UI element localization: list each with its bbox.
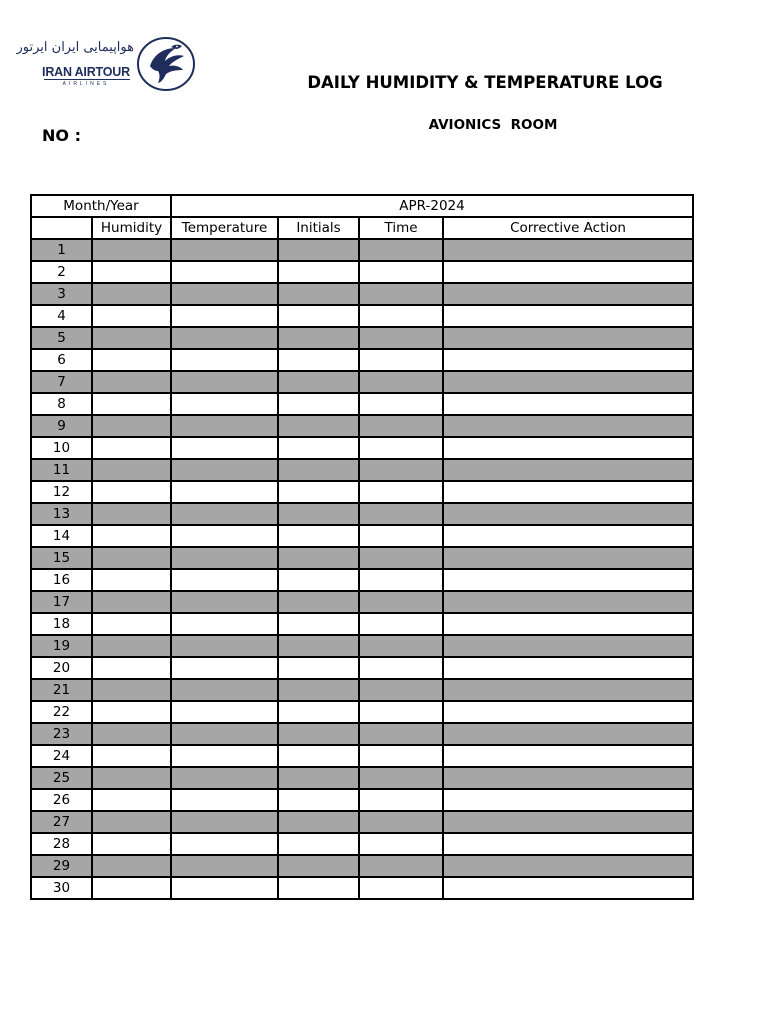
humidity-cell[interactable] — [92, 569, 171, 591]
day-number: 13 — [31, 503, 92, 525]
table-row — [31, 415, 693, 437]
day-number: 16 — [31, 569, 92, 591]
number-field-label: NO : — [42, 126, 81, 145]
corrective-action-cell[interactable] — [443, 833, 693, 855]
time-cell[interactable] — [359, 591, 443, 613]
humidity-cell[interactable] — [92, 657, 171, 679]
day-number: 29 — [31, 855, 92, 877]
time-cell[interactable] — [359, 789, 443, 811]
day-number: 4 — [31, 305, 92, 327]
temperature-cell[interactable] — [171, 591, 278, 613]
corrective-action-cell[interactable] — [443, 349, 693, 371]
humidity-cell[interactable] — [92, 327, 171, 349]
humidity-cell[interactable] — [92, 239, 171, 261]
corrective-action-cell[interactable] — [443, 789, 693, 811]
time-cell[interactable] — [359, 833, 443, 855]
time-cell[interactable] — [359, 349, 443, 371]
humidity-cell[interactable] — [92, 525, 171, 547]
table-row — [31, 283, 693, 305]
time-cell[interactable] — [359, 283, 443, 305]
humidity-cell[interactable] — [92, 723, 171, 745]
corrective-action-cell[interactable] — [443, 701, 693, 723]
initials-cell[interactable] — [278, 745, 359, 767]
initials-cell[interactable] — [278, 723, 359, 745]
table-row — [31, 855, 693, 877]
temperature-cell[interactable] — [171, 525, 278, 547]
temperature-cell[interactable] — [171, 393, 278, 415]
corrective-action-cell[interactable] — [443, 855, 693, 877]
table-row — [31, 811, 693, 833]
temperature-cell[interactable] — [171, 877, 278, 899]
logo-persian-name: هواپیمایی ایران ایرتور — [16, 40, 134, 55]
column-header-temperature: Temperature — [171, 217, 278, 239]
temperature-cell[interactable] — [171, 459, 278, 481]
humidity-cell[interactable] — [92, 547, 171, 569]
corrective-action-cell[interactable] — [443, 591, 693, 613]
time-cell[interactable] — [359, 723, 443, 745]
table-row — [31, 239, 693, 261]
humidity-cell[interactable] — [92, 811, 171, 833]
table-row — [31, 547, 693, 569]
corrective-action-cell[interactable] — [443, 613, 693, 635]
initials-cell[interactable] — [278, 855, 359, 877]
time-cell[interactable] — [359, 767, 443, 789]
temperature-cell[interactable] — [171, 855, 278, 877]
table-row — [31, 305, 693, 327]
day-number: 24 — [31, 745, 92, 767]
corrective-action-cell[interactable] — [443, 767, 693, 789]
column-header-initials: Initials — [278, 217, 359, 239]
time-cell[interactable] — [359, 745, 443, 767]
table-row — [31, 569, 693, 591]
time-cell[interactable] — [359, 657, 443, 679]
corrective-action-cell[interactable] — [443, 261, 693, 283]
humidity-cell[interactable] — [92, 701, 171, 723]
table-row — [31, 613, 693, 635]
table-row — [31, 767, 693, 789]
initials-cell[interactable] — [278, 459, 359, 481]
day-number: 8 — [31, 393, 92, 415]
table-row — [31, 503, 693, 525]
corrective-action-cell[interactable] — [443, 283, 693, 305]
logo-english-name: IRAN AIRTOUR — [42, 65, 130, 79]
humidity-cell[interactable] — [92, 877, 171, 899]
temperature-cell[interactable] — [171, 701, 278, 723]
month-year-label: Month/Year — [31, 195, 171, 217]
table-row — [31, 371, 693, 393]
time-cell[interactable] — [359, 701, 443, 723]
temperature-cell[interactable] — [171, 305, 278, 327]
humidity-cell[interactable] — [92, 745, 171, 767]
initials-cell[interactable] — [278, 657, 359, 679]
day-number: 25 — [31, 767, 92, 789]
humidity-cell[interactable] — [92, 613, 171, 635]
time-cell[interactable] — [359, 503, 443, 525]
table-row — [31, 591, 693, 613]
humidity-cell[interactable] — [92, 789, 171, 811]
corrective-action-cell[interactable] — [443, 481, 693, 503]
humidity-cell[interactable] — [92, 305, 171, 327]
time-cell[interactable] — [359, 811, 443, 833]
corrective-action-cell[interactable] — [443, 811, 693, 833]
humidity-cell[interactable] — [92, 459, 171, 481]
column-header-day — [31, 217, 92, 239]
temperature-cell[interactable] — [171, 657, 278, 679]
humidity-cell[interactable] — [92, 349, 171, 371]
day-number: 23 — [31, 723, 92, 745]
day-number: 30 — [31, 877, 92, 899]
initials-cell[interactable] — [278, 481, 359, 503]
temperature-cell[interactable] — [171, 833, 278, 855]
log-table — [30, 194, 694, 900]
time-cell[interactable] — [359, 327, 443, 349]
humidity-cell[interactable] — [92, 415, 171, 437]
corrective-action-cell[interactable] — [443, 305, 693, 327]
day-number: 20 — [31, 657, 92, 679]
day-number: 28 — [31, 833, 92, 855]
table-row — [31, 393, 693, 415]
corrective-action-cell[interactable] — [443, 459, 693, 481]
day-number: 12 — [31, 481, 92, 503]
initials-cell[interactable] — [278, 371, 359, 393]
humidity-cell[interactable] — [92, 855, 171, 877]
temperature-cell[interactable] — [171, 745, 278, 767]
initials-cell[interactable] — [278, 327, 359, 349]
table-row — [31, 789, 693, 811]
time-cell[interactable] — [359, 371, 443, 393]
day-number: 19 — [31, 635, 92, 657]
corrective-action-cell[interactable] — [443, 679, 693, 701]
corrective-action-cell[interactable] — [443, 877, 693, 899]
initials-cell[interactable] — [278, 437, 359, 459]
humidity-cell[interactable] — [92, 591, 171, 613]
logo-tagline: AIRLINES — [62, 81, 110, 87]
initials-cell[interactable] — [278, 591, 359, 613]
day-number: 9 — [31, 415, 92, 437]
time-cell[interactable] — [359, 679, 443, 701]
humidity-cell[interactable] — [92, 437, 171, 459]
time-cell[interactable] — [359, 525, 443, 547]
temperature-cell[interactable] — [171, 811, 278, 833]
initials-cell[interactable] — [278, 701, 359, 723]
corrective-action-cell[interactable] — [443, 525, 693, 547]
humidity-cell[interactable] — [92, 393, 171, 415]
time-cell[interactable] — [359, 261, 443, 283]
humidity-cell[interactable] — [92, 283, 171, 305]
table-row — [31, 723, 693, 745]
initials-cell[interactable] — [278, 525, 359, 547]
day-number: 15 — [31, 547, 92, 569]
day-number: 10 — [31, 437, 92, 459]
day-number: 1 — [31, 239, 92, 261]
temperature-cell[interactable] — [171, 239, 278, 261]
table-row — [31, 437, 693, 459]
initials-cell[interactable] — [278, 503, 359, 525]
initials-cell[interactable] — [278, 261, 359, 283]
corrective-action-cell[interactable] — [443, 723, 693, 745]
initials-cell[interactable] — [278, 613, 359, 635]
day-number: 17 — [31, 591, 92, 613]
time-cell[interactable] — [359, 305, 443, 327]
initials-cell[interactable] — [278, 569, 359, 591]
temperature-cell[interactable] — [171, 327, 278, 349]
temperature-cell[interactable] — [171, 767, 278, 789]
temperature-cell[interactable] — [171, 613, 278, 635]
initials-cell[interactable] — [278, 547, 359, 569]
table-row — [31, 701, 693, 723]
temperature-cell[interactable] — [171, 679, 278, 701]
initials-cell[interactable] — [278, 833, 359, 855]
table-row — [31, 657, 693, 679]
temperature-cell[interactable] — [171, 569, 278, 591]
corrective-action-cell[interactable] — [443, 745, 693, 767]
document-title: DAILY HUMIDITY & TEMPERATURE LOG — [307, 73, 663, 92]
day-number: 3 — [31, 283, 92, 305]
day-number: 22 — [31, 701, 92, 723]
temperature-cell[interactable] — [171, 503, 278, 525]
temperature-cell[interactable] — [171, 723, 278, 745]
initials-cell[interactable] — [278, 349, 359, 371]
initials-cell[interactable] — [278, 305, 359, 327]
day-number: 2 — [31, 261, 92, 283]
temperature-cell[interactable] — [171, 789, 278, 811]
time-cell[interactable] — [359, 635, 443, 657]
initials-cell[interactable] — [278, 635, 359, 657]
time-cell[interactable] — [359, 393, 443, 415]
initials-cell[interactable] — [278, 679, 359, 701]
day-number: 11 — [31, 459, 92, 481]
corrective-action-cell[interactable] — [443, 657, 693, 679]
table-row — [31, 481, 693, 503]
table-row — [31, 327, 693, 349]
table-row — [31, 877, 693, 899]
humidity-cell[interactable] — [92, 371, 171, 393]
time-cell[interactable] — [359, 855, 443, 877]
initials-cell[interactable] — [278, 877, 359, 899]
corrective-action-cell[interactable] — [443, 327, 693, 349]
time-cell[interactable] — [359, 613, 443, 635]
corrective-action-cell[interactable] — [443, 239, 693, 261]
corrective-action-cell[interactable] — [443, 437, 693, 459]
month-year-value: APR-2024 — [171, 195, 693, 217]
company-logo — [16, 34, 200, 94]
column-header-time: Time — [359, 217, 443, 239]
time-cell[interactable] — [359, 569, 443, 591]
day-number: 6 — [31, 349, 92, 371]
temperature-cell[interactable] — [171, 437, 278, 459]
corrective-action-cell[interactable] — [443, 415, 693, 437]
initials-cell[interactable] — [278, 789, 359, 811]
table-row — [31, 679, 693, 701]
temperature-cell[interactable] — [171, 635, 278, 657]
column-header-corrective-action: Corrective Action — [443, 217, 693, 239]
initials-cell[interactable] — [278, 393, 359, 415]
initials-cell[interactable] — [278, 415, 359, 437]
corrective-action-cell[interactable] — [443, 371, 693, 393]
document-subtitle: AVIONICS ROOM — [428, 117, 558, 133]
time-cell[interactable] — [359, 459, 443, 481]
table-row — [31, 833, 693, 855]
day-number: 26 — [31, 789, 92, 811]
temperature-cell[interactable] — [171, 349, 278, 371]
initials-cell[interactable] — [278, 767, 359, 789]
initials-cell[interactable] — [278, 811, 359, 833]
temperature-cell[interactable] — [171, 415, 278, 437]
day-number: 14 — [31, 525, 92, 547]
day-number: 21 — [31, 679, 92, 701]
humidity-cell[interactable] — [92, 635, 171, 657]
humidity-cell[interactable] — [92, 481, 171, 503]
corrective-action-cell[interactable] — [443, 503, 693, 525]
time-cell[interactable] — [359, 437, 443, 459]
day-number: 7 — [31, 371, 92, 393]
time-cell[interactable] — [359, 547, 443, 569]
humidity-cell[interactable] — [92, 261, 171, 283]
temperature-cell[interactable] — [171, 481, 278, 503]
temperature-cell[interactable] — [171, 261, 278, 283]
month-year-row — [31, 195, 693, 217]
table-row — [31, 261, 693, 283]
corrective-action-cell[interactable] — [443, 547, 693, 569]
time-cell[interactable] — [359, 481, 443, 503]
table-row — [31, 459, 693, 481]
humidity-cell[interactable] — [92, 503, 171, 525]
table-row — [31, 635, 693, 657]
initials-cell[interactable] — [278, 239, 359, 261]
day-number: 5 — [31, 327, 92, 349]
initials-cell[interactable] — [278, 283, 359, 305]
time-cell[interactable] — [359, 877, 443, 899]
humidity-cell[interactable] — [92, 767, 171, 789]
humidity-cell[interactable] — [92, 679, 171, 701]
time-cell[interactable] — [359, 415, 443, 437]
table-row — [31, 525, 693, 547]
corrective-action-cell[interactable] — [443, 569, 693, 591]
temperature-cell[interactable] — [171, 547, 278, 569]
humidity-cell[interactable] — [92, 833, 171, 855]
corrective-action-cell[interactable] — [443, 393, 693, 415]
temperature-cell[interactable] — [171, 283, 278, 305]
table-row — [31, 349, 693, 371]
temperature-cell[interactable] — [171, 371, 278, 393]
table-row — [31, 745, 693, 767]
corrective-action-cell[interactable] — [443, 635, 693, 657]
day-number: 18 — [31, 613, 92, 635]
day-number: 27 — [31, 811, 92, 833]
griffin-emblem-icon — [136, 36, 196, 92]
column-header-row — [31, 217, 693, 239]
time-cell[interactable] — [359, 239, 443, 261]
column-header-humidity: Humidity — [92, 217, 171, 239]
